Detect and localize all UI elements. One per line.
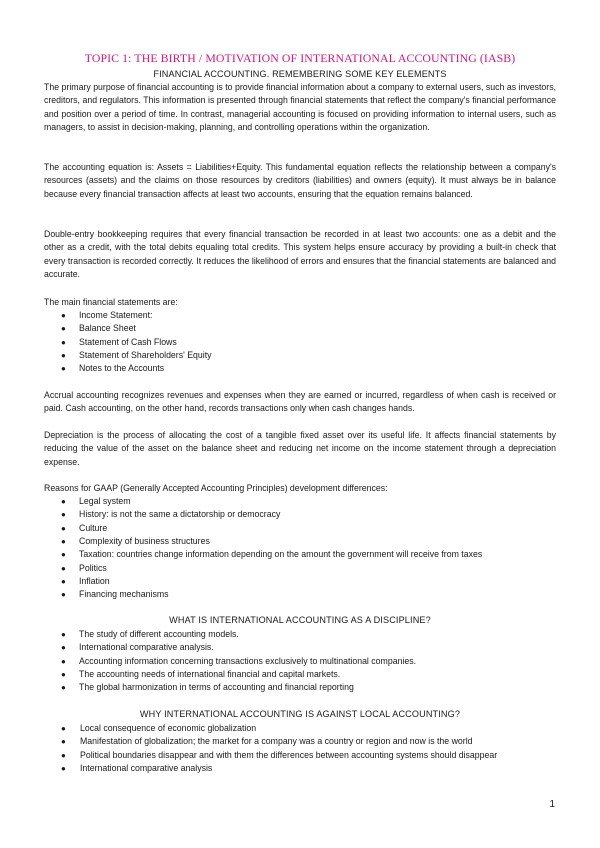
list-item: ● History: is not the same a dictatorship or democracy — [44, 508, 556, 521]
list-item: ● Political boundaries disappear and with them the differences between accounting systems should disappear — [44, 749, 556, 762]
bullet-icon: ● — [61, 324, 66, 334]
discipline-list — [44, 628, 556, 695]
paragraph-accrual-accounting: Accrual accounting recognizes revenues and expenses when they are earned or incurred, regardless of when cash is received or paid. Cash accounting, on the other hand, records transactions only when cash changes hands. — [44, 390, 556, 414]
bullet-icon: ● — [61, 537, 66, 547]
bullet-icon: ● — [61, 510, 66, 520]
international-vs-local-list — [44, 722, 556, 775]
list-item: ● Notes to the Accounts — [44, 362, 556, 375]
list-item: ● Statement of Shareholders' Equity — [44, 349, 556, 362]
paragraph-depreciation: Depreciation is the process of allocating the cost of a tangible fixed asset over its useful life. It affects financial statements by reducing the value of the asset on the balance sheet and reducing net income on the income statement through a depreciation expense. — [44, 430, 556, 467]
bullet-icon: ● — [61, 630, 66, 639]
list-item: ● Manifestation of globalization; the market for a company was a country or region and now is the world — [44, 735, 556, 748]
list-item: ● Income Statement: — [44, 309, 556, 322]
bullet-icon: ● — [61, 737, 66, 747]
paragraph-accounting-equation: The accounting equation is: Assets = Liabilities+Equity. This fundamental equation reflects the relationship between a company's resources (assets) and the claims on those resources by creditors (liabilities) and owners (equity). It must always be in balance because every financial transaction affects at least two accounts, ensuring that the equation remains balanced. — [44, 162, 556, 199]
bullet-icon: ● — [61, 351, 66, 361]
bullet-icon: ● — [61, 724, 66, 733]
list-item: ● Statement of Cash Flows — [44, 336, 556, 349]
bullet-icon: ● — [61, 750, 66, 760]
bullet-icon: ● — [61, 764, 66, 774]
statements-intro: The main financial statements are: — [44, 297, 178, 307]
bullet-icon: ● — [61, 311, 66, 320]
bullet-icon: ● — [61, 683, 66, 693]
bullet-icon: ● — [61, 643, 66, 653]
paragraph-double-entry: Double-entry bookkeeping requires that every financial transaction be recorded in at least two accounts: one as a debit and the other as a credit, with the total debits equaling total credits. This system helps ensure accuracy by providing a built-in check that every transaction is recorded correctly. It reduces the likelihood of errors and ensures that the financial statements are balanced and accurate. — [44, 229, 556, 280]
gaap-intro: Reasons for GAAP (Generally Accepted Accounting Principles) development differences: — [44, 483, 388, 493]
section-heading-international-discipline: WHAT IS INTERNATIONAL ACCOUNTING AS A DISCIPLINE? — [169, 615, 431, 625]
section-heading-financial-accounting: FINANCIAL ACCOUNTING. REMEMBERING SOME KEY ELEMENTS — [153, 69, 447, 79]
bullet-icon: ● — [61, 523, 66, 533]
list-item: ● Taxation: countries change information depending on the amount the government will receive from taxes — [44, 548, 556, 561]
bullet-icon: ● — [61, 590, 66, 600]
paragraph-financial-accounting-purpose: The primary purpose of financial accounting is to provide financial information about a company to external users, such as investors, creditors, and regulators. This information is presented through financial statements that reflect the company's financial performance and position over a period of time. In contrast, managerial accounting is focused on providing information to internal users, such as managers, to assist in decision-making, planning, and controlling operations within the organization. — [44, 82, 556, 133]
list-item: ● The accounting needs of international financial and capital markets. — [44, 668, 556, 681]
list-item: ● Local consequence of economic globalization — [44, 722, 556, 735]
bullet-icon: ● — [61, 550, 66, 560]
list-item: ● International comparative analysis — [44, 762, 556, 775]
bullet-icon: ● — [61, 656, 66, 666]
bullet-icon: ● — [61, 563, 66, 573]
bullet-icon: ● — [61, 670, 66, 680]
bullet-icon: ● — [61, 577, 66, 587]
list-item: ● Inflation — [44, 575, 556, 588]
list-item: ● Balance Sheet — [44, 322, 556, 335]
list-item: ● Accounting information concerning transactions exclusively to multinational companies. — [44, 655, 556, 668]
list-item: ● Culture — [44, 522, 556, 535]
bullet-icon: ● — [61, 497, 66, 506]
list-item: ● Complexity of business structures — [44, 535, 556, 548]
list-item: ● Legal system — [44, 495, 556, 508]
gaap-reasons-list — [44, 495, 556, 602]
list-item: ● Politics — [44, 562, 556, 575]
list-item: ● The study of different accounting models. — [44, 628, 556, 641]
list-item: ● The global harmonization in terms of accounting and financial reporting — [44, 681, 556, 694]
section-heading-international-vs-local: WHY INTERNATIONAL ACCOUNTING IS AGAINST LOCAL ACCOUNTING? — [139, 709, 461, 719]
list-item: ● International comparative analysis. — [44, 641, 556, 654]
bullet-icon: ● — [61, 364, 66, 374]
page-number: 1 — [549, 799, 555, 810]
list-item: ● Financing mechanisms — [44, 588, 556, 601]
page-title: TOPIC 1: THE BIRTH / MOTIVATION OF INTERNATIONAL ACCOUNTING (IASB) — [84, 51, 516, 65]
bullet-icon: ● — [61, 337, 66, 347]
financial-statements-list — [44, 309, 556, 376]
